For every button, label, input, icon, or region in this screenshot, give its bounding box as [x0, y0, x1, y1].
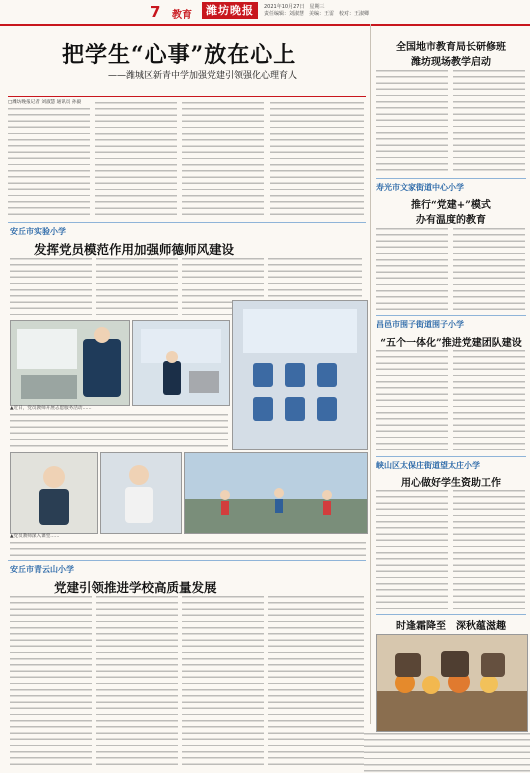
right-article3-section: 昌邑市围子街道围子小学: [376, 320, 464, 329]
portrait-photo-1-image: [11, 453, 97, 533]
left-article2-title: 党建引领推进学校高质量发展: [54, 580, 217, 595]
lead-text-col4: [270, 102, 364, 218]
right-article4-title: 用心做好学生资助工作: [401, 478, 501, 489]
section-rule-2: [8, 560, 366, 561]
portrait-photo-1: [10, 452, 98, 534]
classroom-photo-2-image: [133, 321, 229, 405]
newspaper-logo: 潍坊晚报: [202, 2, 258, 19]
lead-text-col3: [182, 102, 264, 218]
photo-caption-1-text: [10, 414, 228, 448]
right-article2-title2: 办有温度的教育: [416, 215, 486, 226]
playground-photo: [184, 452, 368, 534]
issue-info: [264, 4, 374, 18]
photo-caption-2-text: [10, 542, 366, 556]
autumn-caption: [364, 733, 530, 773]
left-section1-name: 安丘市实验小学: [10, 227, 66, 236]
classroom-photo-1-image: [11, 321, 129, 405]
right-article4-col2: [453, 490, 525, 610]
section-name: 教育: [172, 10, 192, 21]
issue-date: 2021年10月27日 星期三: [264, 4, 325, 10]
autumn-photo: [376, 634, 528, 732]
left-article1-col2: [96, 258, 178, 318]
left-article2-col3: [182, 596, 264, 768]
right-article4-rule: [376, 456, 526, 457]
classroom-photo-1: [10, 320, 130, 406]
classroom-photo-2: [132, 320, 230, 406]
left-article1-col1: [10, 258, 92, 318]
section-rule-1: [8, 222, 366, 223]
lead-rule: [8, 96, 366, 97]
autumn-photo-image: [377, 635, 527, 731]
photo-caption-1: ▲近日，党员教师开展志愿服务活动……: [10, 406, 92, 411]
issue-editors: 责任编辑：刘淑慧 美编：王雷 校对：王淑卿: [264, 11, 370, 17]
right-article2-col2: [453, 228, 525, 310]
right-article5-title: 时逢霜降至 深秋蕴滋趣: [396, 621, 506, 632]
right-article1-col2: [453, 70, 525, 174]
left-article2-col4: [268, 596, 364, 768]
right-article2-col1: [376, 228, 448, 310]
left-article2-col2: [96, 596, 178, 768]
right-article5-rule: [376, 614, 526, 615]
lead-headline: 把学生“心事”放在心上: [62, 42, 297, 68]
page-number: 7: [150, 3, 161, 21]
playground-photo-image: [185, 453, 367, 533]
right-article4-section: 峡山区太保庄街道望太庄小学: [376, 461, 480, 470]
right-article4-col1: [376, 490, 448, 610]
right-article3-col1: [376, 350, 448, 450]
portrait-photo-2-image: [101, 453, 181, 533]
classroom-photo-3: [232, 300, 368, 450]
lead-subheadline: ——潍城区新青中学加强党建引领强化心理育人: [108, 71, 298, 81]
photo-caption-2: ▲党员教师深入课堂……: [10, 534, 60, 539]
right-article1-title2: 潍坊现场教学启动: [411, 57, 491, 68]
right-article2-rule: [376, 178, 526, 179]
right-article2-title: 推行“党建+”模式: [411, 200, 491, 211]
left-article2-col1: [10, 596, 92, 768]
right-article1-col1: [376, 70, 448, 174]
page-header: [0, 0, 530, 26]
right-article2-section: 寿光市文家街道中心小学: [376, 183, 464, 192]
lead-text-col2: [95, 102, 177, 218]
right-article3-rule: [376, 315, 526, 316]
right-article1-title: 全国地市教育局长研修班: [396, 42, 506, 53]
right-article3-title: “五个一体化”推进党建团队建设: [380, 338, 522, 349]
portrait-photo-2: [100, 452, 182, 534]
lead-byline: □潍坊晚报记者 刘淑慧 通讯员 孙毅: [8, 100, 82, 105]
lead-text-col1: [8, 108, 90, 218]
right-article3-col2: [453, 350, 525, 450]
left-section2-name: 安丘市青云山小学: [10, 565, 74, 574]
column-divider: [370, 24, 371, 724]
left-article1-title: 发挥党员模范作用加强师德师风建设: [34, 242, 235, 257]
classroom-photo-3-image: [233, 301, 367, 449]
